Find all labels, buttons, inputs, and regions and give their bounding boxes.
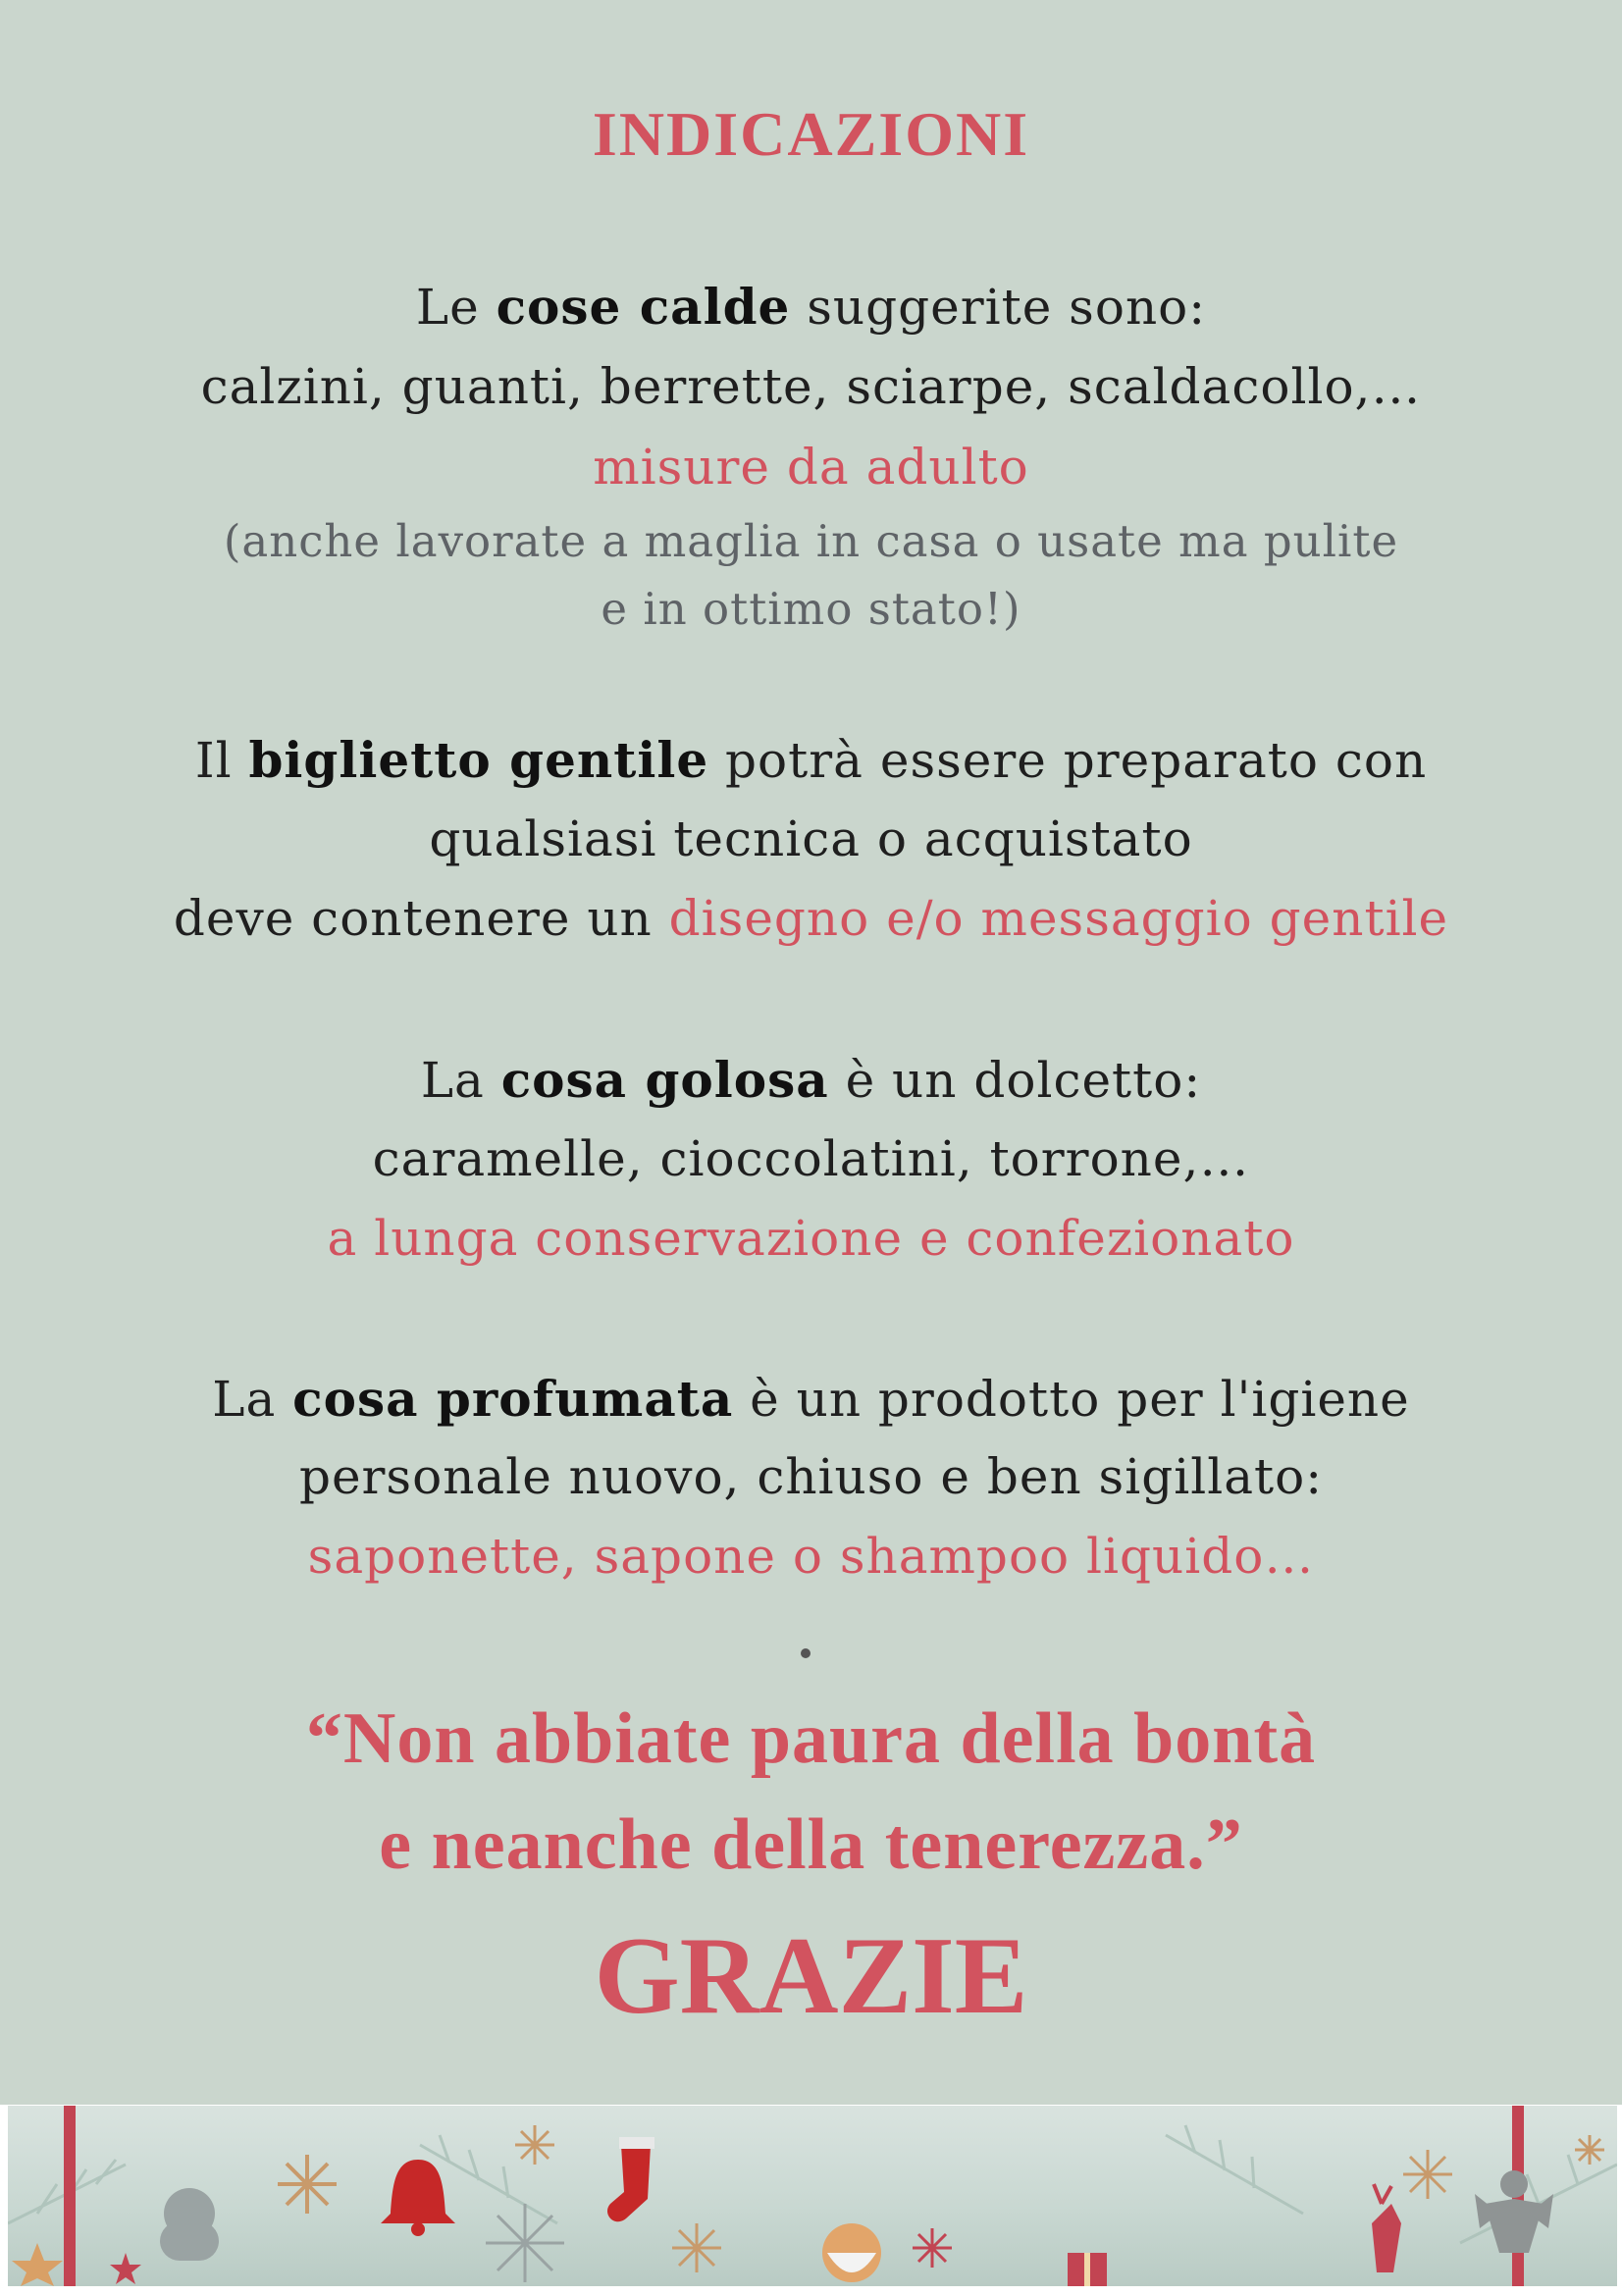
- bell-icon: [381, 2160, 455, 2236]
- card-intro: [0, 731, 1622, 789]
- sweet-intro-post: è un dolcetto:: [828, 1052, 1202, 1109]
- scented-intro-post: è un prodotto per l'igiene: [733, 1371, 1410, 1428]
- reindeer-icon: [1372, 2184, 1401, 2272]
- quote-line1: “Non abbiate paura della bontà: [305, 1698, 1317, 1779]
- sweet-note: a lunga conservazione e confezionato: [327, 1210, 1295, 1267]
- sweet-intro-bold: cosa golosa: [500, 1051, 829, 1109]
- snowflake-icon: [913, 2228, 952, 2268]
- scented-examples: saponette, sapone o shampoo liquido…: [307, 1528, 1315, 1585]
- sweet-intro: [0, 1051, 1622, 1109]
- warm-items-intro: [0, 278, 1622, 336]
- scented-line2: personale nuovo, chiuso e ben sigillato:: [298, 1448, 1324, 1505]
- scented-intro: [0, 1370, 1622, 1428]
- warm-items-note-line1: (anche lavorate a maglia in casa o usate ma pulite: [223, 515, 1399, 567]
- cookie-icon: [822, 2223, 881, 2282]
- snowflake-icon: [672, 2223, 721, 2272]
- snowflake-icon: [486, 2204, 564, 2282]
- card-line3: [0, 890, 1622, 947]
- snowflake-icon: [1403, 2150, 1452, 2199]
- gift-icon: [1068, 2253, 1107, 2286]
- warm-intro-post: suggerite sono:: [790, 279, 1207, 336]
- star-icon: [12, 2243, 63, 2286]
- banner-illustration: [8, 2106, 1617, 2286]
- card-intro-pre: Il: [194, 732, 249, 789]
- snowflake-icon: [278, 2155, 337, 2214]
- stocking-icon: [607, 2137, 654, 2221]
- card-line2: qualsiasi tecnica o acquistato: [429, 810, 1193, 867]
- warm-intro-pre: Le: [415, 279, 497, 336]
- sweet-list: caramelle, cioccolatini, torrone,…: [372, 1130, 1250, 1187]
- ribbon-icon: [64, 2106, 76, 2286]
- warm-items-list: calzini, guanti, berrette, sciarpe, scaldacollo,…: [200, 358, 1422, 415]
- warm-intro-bold: cose calde: [496, 278, 791, 336]
- snowflake-icon: [515, 2125, 554, 2165]
- quote-line2: e neanche della tenerezza.”: [379, 1804, 1243, 1885]
- warm-items-note-line2: e in ottimo stato!): [601, 583, 1021, 635]
- warm-items-size-note: misure da adulto: [593, 439, 1029, 496]
- thanks-heading: GRAZIE: [594, 1915, 1028, 2037]
- scented-intro-pre: La: [212, 1371, 293, 1428]
- snowflake-icon: [1575, 2135, 1604, 2165]
- card-intro-bold: biglietto gentile: [248, 731, 709, 789]
- scented-intro-bold: cosa profumata: [292, 1370, 734, 1428]
- card-intro-post: potrà essere preparato con: [708, 732, 1428, 789]
- card-line3-highlight: disegno e/o messaggio gentile: [668, 890, 1449, 947]
- sweet-intro-pre: La: [420, 1052, 501, 1109]
- santa-icon: [160, 2188, 219, 2261]
- angel-icon: [1475, 2170, 1553, 2253]
- separator-dot: [801, 1648, 811, 1658]
- page-title: INDICAZIONI: [592, 99, 1030, 169]
- star-icon: [110, 2253, 141, 2284]
- card-line3-pre: deve contenere un: [173, 890, 669, 947]
- christmas-banner: [8, 2106, 1617, 2286]
